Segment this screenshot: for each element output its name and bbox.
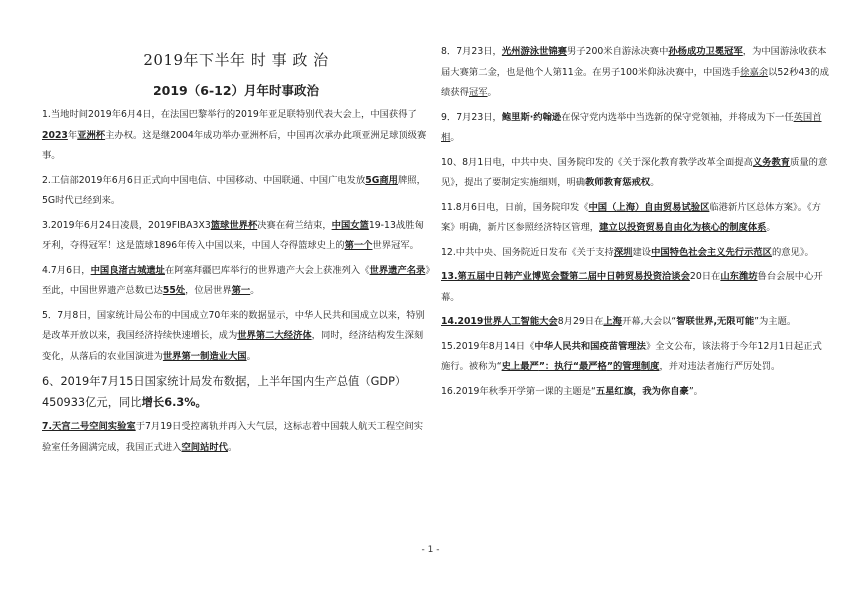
news-item-9: 9．7月23日，鲍里斯·约翰逊在保守党内选举中当选新的保守党领袖，并将成为下一任英国首相。 [441, 111, 822, 143]
news-item-13: 13.第五届中日韩产业博览会暨第二届中日韩贸易投资洽谈会20日在山东潍坊鲁台会展中心开幕。 [441, 271, 823, 303]
right-column [441, 0, 831, 402]
news-item-10: 10、8月1日电，中共中央、国务院印发的《关于深化教育教学改革全面提高义务教育质量的意见》，提出了要制定实施细则，明确教师教育惩戒权。 [441, 156, 828, 188]
news-item-12: 12.中共中央、国务院近日发布《关于支持深圳建设中国特色社会主义先行示范区的意见》。 [441, 246, 814, 258]
news-item-8: 8．7月23日，光州游泳世锦赛男子200米自游泳决赛中孙杨成功卫冕冠军，为中国游泳收获本届大赛第二金，也是他个人第11金。在男子100米仰泳决赛中，中国选手徐嘉余以52秒43的成绩获得冠军。 [441, 46, 829, 98]
news-item-11: 11.8月6日电，日前，国务院印发《中国（上海）自由贸易试验区临港新片区总体方案》。《方案》明确，新片区参照经济特区管理，建立以投资贸易自由化为核心的制度体系。 [441, 201, 821, 233]
page-number: - 1 - [421, 545, 440, 555]
news-item-3: 3.2019年6月24日凌晨，2019FIBA3X3篮球世界杯决赛在荷兰结束，中国女篮19-13战胜匈牙利，夺得冠军！这是篮球1896年传入中国以来，中国人夺得篮球史上的第一个世界冠军。 [42, 219, 424, 251]
news-item-15: 15.2019年8月14日《中华人民共和国疫苗管理法》全文公布，该法将于今年12月1日起正式施行。被称为“史上最严”：执行“最严格”的管理制度，并对违法者施行严厉处罚。 [441, 340, 822, 372]
news-item-6: 6、2019年7月15日国家统计局发布数据，上半年国内生产总值（GDP）450933亿元，同比增长6.3%。 [42, 375, 407, 409]
news-item-16: 16.2019年秋季开学第一课的主题是“五星红旗，我为你自豪”。 [441, 385, 703, 397]
news-item-2: 2.工信部2019年6月6日正式向中国电信、中国移动、中国联通、中国广电发放5G商用牌照，5G时代已经到来。 [42, 174, 426, 206]
left-column [42, 0, 430, 458]
news-item-14: 14.2019世界人工智能大会8月29日在上海开幕,大会以“智联世界,无限可能”为主题。 [441, 316, 797, 327]
news-item-5: 5．7月8日，国家统计局公布的中国成立70年来的数据显示，中华人民共和国成立以来，特别是改革开放以来，我国经济持续快速增长，成为世界第二大经济体，同时，经济结构发生深刻变化，从落后的农业国演进为世界第一制造业大国。 [42, 309, 425, 362]
news-item-7: 7.天宫二号空间实验室于7月19日受控离轨并再入大气层，这标志着中国载人航天工程空间实验室任务圆满完成，我国正式进入空间站时代。 [42, 421, 424, 453]
page-subtitle: 2019（6-12）月年时事政治 [152, 83, 320, 98]
page-title: 2019年下半年 时 事 政 治 [143, 51, 329, 69]
news-item-1: 1.当地时间2019年6月4日，在法国巴黎举行的2019年亚足联特别代表大会上，中国获得了2023年亚洲杯主办权。这是继2004年成功举办亚洲杯后，中国再次承办此项亚洲足球顶级赛事。 [42, 109, 427, 161]
news-item-4: 4.7月6日，中国良渚古城遗址在阿塞拜疆巴库举行的世界遗产大会上获准列入《世界遗产名录》至此，中国世界遗产总数已达55处，位居世界第一。 [42, 264, 430, 296]
